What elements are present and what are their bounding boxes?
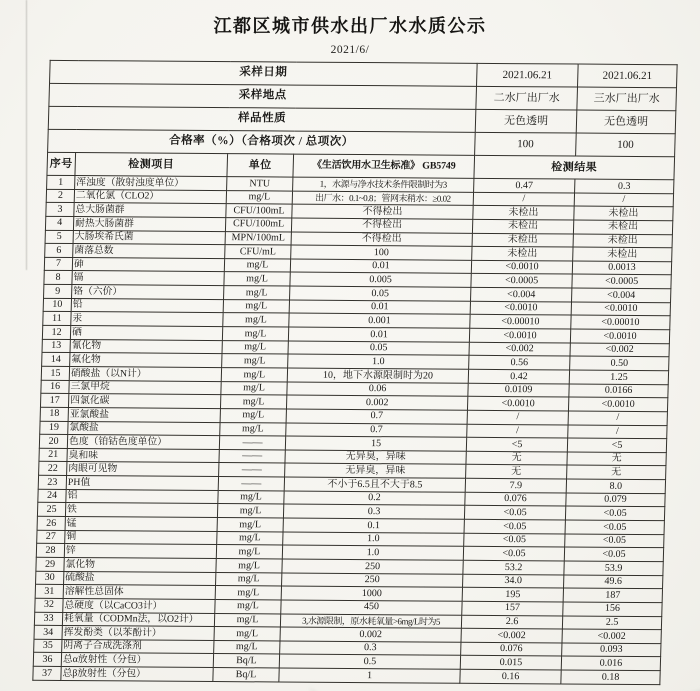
cell-item: 汞 [71, 312, 223, 327]
cell-result-plant3: 无 [567, 452, 666, 466]
cell-result-plant3: <5 [567, 438, 666, 452]
col-header-index: 序号 [47, 152, 76, 175]
cell-index: 26 [37, 516, 65, 530]
cell-index: 24 [38, 489, 66, 503]
cell-result-plant3: / [568, 411, 667, 425]
cell-result-plant2: / [467, 424, 568, 438]
cell-index: 7 [44, 257, 72, 271]
cell-unit: mg/L [216, 572, 282, 586]
cell-item: 臭和味 [67, 448, 219, 463]
cell-item: 铝 [66, 489, 218, 504]
cell-standard: 0.7 [286, 423, 467, 438]
cell-index: 27 [37, 530, 65, 544]
cell-standard: 0.005 [290, 273, 471, 288]
cell-result-plant3: 1.25 [569, 370, 668, 384]
cell-result-plant2: <0.0010 [469, 328, 570, 342]
cell-result-plant3: 未检出 [573, 247, 672, 261]
cell-item: 铁 [65, 503, 217, 518]
cell-index: 22 [39, 462, 67, 476]
cell-standard: 1.0 [282, 545, 463, 560]
cell-result-plant3: <0.0005 [572, 275, 671, 289]
cell-item: 氯酸盐 [68, 421, 220, 436]
cell-unit: mg/L [223, 299, 289, 313]
cell-result-plant2: 无 [466, 451, 567, 465]
cell-unit: NTU [227, 177, 293, 191]
cell-result-plant2: 无 [466, 465, 567, 479]
cell-index: 8 [44, 271, 72, 285]
cell-unit: mg/L [221, 368, 287, 382]
meta-value-plant3: 三水厂出厂水 [577, 87, 677, 111]
cell-item: 大肠埃希氏菌 [73, 230, 225, 245]
cell-item: 氯化物 [64, 557, 216, 572]
cell-standard: 0.06 [287, 382, 468, 397]
cell-unit: mg/L [222, 340, 288, 354]
cell-item: 总大肠菌群 [74, 203, 226, 218]
col-header-unit: 单位 [227, 154, 294, 177]
col-header-standard: 《生活饮用水卫生标准》 GB5749 [293, 154, 475, 178]
cell-index: 17 [40, 394, 68, 408]
cell-standard: 0.05 [288, 341, 469, 356]
meta-value-plant3: 无色透明 [576, 110, 676, 134]
cell-standard: 15 [285, 436, 466, 451]
cell-item: 硝酸盐（以N计） [69, 366, 221, 381]
cell-unit: mg/L [226, 190, 292, 204]
cell-result-plant2: 0.42 [468, 369, 569, 383]
cell-result-plant2: 未检出 [472, 219, 573, 233]
water-quality-table-wrapper [32, 60, 676, 685]
cell-result-plant2: <0.0010 [467, 397, 568, 411]
meta-label: 样品性质 [48, 106, 476, 132]
cell-result-plant2: 34.0 [463, 574, 564, 588]
cell-result-plant3: 0.0013 [572, 261, 671, 275]
cell-result-plant3: / [568, 425, 667, 439]
cell-result-plant2: 0.16 [460, 669, 561, 683]
cell-index: 33 [34, 612, 62, 626]
cell-result-plant3: 49.6 [564, 575, 663, 589]
cell-item: 阴离子合成洗涤剂 [62, 639, 214, 654]
meta-value-plant3: 100 [576, 133, 676, 157]
cell-standard: 不得检出 [292, 204, 473, 219]
cell-result-plant3: 未检出 [573, 220, 672, 234]
cell-unit: mg/L [215, 599, 281, 613]
meta-value-plant2: 无色透明 [475, 109, 577, 133]
meta-label: 合格率（%）（合格项次 / 总项次） [48, 129, 476, 155]
cell-standard: 10，地下水源限制时为20 [287, 368, 468, 383]
cell-item: PH值 [66, 476, 218, 491]
cell-unit: mg/L [221, 381, 287, 395]
cell-index: 20 [39, 434, 67, 448]
cell-result-plant2: 0.015 [460, 656, 561, 670]
cell-standard: 0.3 [280, 641, 461, 656]
cell-unit: —— [218, 477, 284, 491]
results-body [33, 175, 674, 684]
cell-result-plant3: <0.00010 [571, 315, 670, 329]
cell-item: 氰化物 [70, 339, 222, 354]
cell-result-plant3: 156 [563, 602, 662, 616]
meta-label: 采样日期 [50, 60, 478, 86]
cell-standard: 0.2 [284, 491, 465, 506]
cell-standard: 0.5 [279, 654, 460, 669]
cell-item: 硫酸盐 [64, 571, 216, 586]
cell-item: 肉眼可见物 [67, 462, 219, 477]
cell-unit: mg/L [217, 504, 283, 518]
cell-unit: Bq/L [213, 668, 279, 682]
cell-item: 总β放射性（分包） [61, 667, 213, 682]
cell-result-plant3: 8.0 [566, 479, 665, 493]
col-header-item: 检测项目 [75, 153, 228, 177]
cell-item: 砷 [72, 257, 224, 272]
cell-result-plant2: 0.47 [474, 178, 575, 192]
cell-unit: mg/L [214, 640, 280, 654]
cell-index: 36 [33, 653, 61, 667]
cell-standard: 1，水源与净水技术条件限制时为3 [293, 177, 474, 192]
cell-index: 31 [35, 584, 63, 598]
cell-item: 锰 [65, 517, 217, 532]
cell-item: 亚氯酸盐 [68, 407, 220, 422]
cell-result-plant2: <0.0010 [470, 301, 571, 315]
cell-standard: 250 [282, 559, 463, 574]
cell-result-plant3: 2.5 [562, 615, 661, 629]
cell-standard: 250 [282, 573, 463, 588]
cell-standard: 3,水源限制，原水耗氧量>6mg/L时为5 [280, 613, 461, 628]
cell-result-plant2: 0.56 [469, 356, 570, 370]
cell-result-plant3: <0.0010 [570, 329, 669, 343]
cell-standard: 0.01 [290, 259, 471, 274]
cell-item: 总α放射性（分包） [61, 653, 213, 668]
cell-result-plant2: 157 [462, 601, 563, 615]
cell-index: 19 [40, 421, 68, 435]
cell-result-plant2: 0.076 [461, 642, 562, 656]
cell-standard: 0.7 [286, 409, 467, 424]
cell-unit: mg/L [224, 272, 290, 286]
cell-item: 三氯甲烷 [69, 380, 221, 395]
cell-unit: Bq/L [213, 654, 279, 668]
cell-standard: 0.01 [288, 327, 469, 342]
cell-unit: mg/L [224, 258, 290, 272]
page-title: 江都区城市供水出厂水水质公示 [213, 16, 487, 36]
cell-result-plant2: <0.002 [469, 342, 570, 356]
cell-standard: 0.3 [283, 504, 464, 519]
cell-item: 镉 [72, 271, 224, 286]
cell-standard: 出厂水：0.1~0.8；管网末稍水：≥0.02 [292, 191, 473, 206]
col-header-result: 检测结果 [474, 155, 675, 179]
cell-item: 二氧化氯（CLO2） [74, 189, 226, 204]
cell-item: 溶解性总固体 [63, 585, 215, 600]
cell-unit: mg/L [224, 286, 290, 300]
cell-unit: CFU/mL [225, 245, 291, 259]
cell-standard: 无异臭，异味 [285, 450, 466, 465]
cell-result-plant2: 未检出 [473, 206, 574, 220]
cell-result-plant2: <0.004 [471, 287, 572, 301]
cell-unit: —— [219, 449, 285, 463]
cell-unit: mg/L [216, 545, 282, 559]
cell-index: 4 [45, 216, 73, 230]
cell-result-plant3: 未检出 [573, 234, 672, 248]
cell-item: 耗氧量（CODMn法，以O2计） [62, 612, 214, 627]
cell-result-plant2: / [473, 192, 574, 206]
cell-index: 1 [47, 175, 75, 189]
cell-index: 10 [43, 298, 71, 312]
scan-edge-artifact [26, 0, 27, 270]
cell-result-plant2: <0.05 [464, 519, 565, 533]
cell-result-plant2: 未检出 [472, 233, 573, 247]
cell-index: 6 [45, 244, 73, 258]
cell-item: 锌 [64, 544, 216, 559]
cell-unit: mg/L [216, 558, 282, 572]
cell-item: 铅 [71, 298, 223, 313]
cell-unit: —— [219, 463, 285, 477]
cell-item: 铜 [65, 530, 217, 545]
cell-standard: 0.1 [283, 518, 464, 533]
cell-index: 15 [41, 366, 69, 380]
cell-item: 挥发酚类（以苯酚计） [62, 626, 214, 641]
cell-standard: 0.05 [290, 286, 471, 301]
cell-result-plant2: <5 [466, 437, 567, 451]
cell-result-plant3: 未检出 [574, 206, 673, 220]
cell-result-plant3: 53.9 [564, 561, 663, 575]
cell-result-plant3: <0.0010 [568, 397, 667, 411]
cell-item: 菌落总数 [73, 244, 225, 259]
cell-result-plant2: 2.6 [461, 615, 562, 629]
cell-result-plant3: 187 [563, 588, 662, 602]
cell-unit: mg/L [214, 627, 280, 641]
cell-result-plant3: 0.3 [575, 179, 674, 193]
cell-result-plant2: 未检出 [472, 247, 573, 261]
cell-item: 四氯化碳 [68, 394, 220, 409]
cell-unit: mg/L [215, 586, 281, 600]
cell-unit: mg/L [222, 327, 288, 341]
cell-result-plant2: 7.9 [465, 478, 566, 492]
report-month: 2021/6/ [330, 44, 370, 56]
cell-result-plant2: <0.05 [464, 506, 565, 520]
meta-value-plant3: 2021.06.21 [578, 64, 678, 88]
cell-result-plant3: 0.016 [561, 656, 660, 670]
cell-result-plant2: <0.00010 [470, 315, 571, 329]
cell-result-plant3: 0.093 [562, 643, 661, 657]
cell-unit: mg/L [217, 518, 283, 532]
meta-section [47, 60, 677, 179]
cell-result-plant3: 无 [567, 465, 666, 479]
cell-standard: 0.002 [280, 627, 461, 642]
cell-result-plant3: / [574, 193, 673, 207]
cell-standard: 不小于6.5且不大于8.5 [284, 477, 465, 492]
cell-index: 18 [40, 407, 68, 421]
cell-standard: 不得检出 [291, 218, 472, 233]
cell-result-plant3: <0.002 [570, 343, 669, 357]
cell-index: 5 [45, 230, 73, 244]
cell-index: 9 [44, 284, 72, 298]
cell-unit: mg/L [214, 613, 280, 627]
cell-standard: 0.002 [286, 395, 467, 410]
cell-unit: mg/L [222, 354, 288, 368]
cell-unit: mg/L [218, 490, 284, 504]
cell-index: 29 [36, 557, 64, 571]
cell-unit: CFU/100mL [226, 204, 292, 218]
cell-standard: 1.0 [288, 354, 469, 369]
cell-result-plant3: <0.05 [565, 506, 664, 520]
cell-index: 16 [41, 380, 69, 394]
cell-index: 11 [43, 312, 71, 326]
cell-result-plant2: 195 [462, 587, 563, 601]
cell-result-plant2: 53.2 [463, 560, 564, 574]
cell-item: 硒 [70, 326, 222, 341]
cell-item: 总硬度（以CaCO3计） [63, 598, 215, 613]
cell-item: 色度（铂钴色度单位） [67, 435, 219, 450]
cell-result-plant2: <0.05 [464, 533, 565, 547]
cell-result-plant2: <0.002 [461, 628, 562, 642]
cell-result-plant3: <0.05 [564, 547, 663, 561]
cell-index: 13 [42, 339, 70, 353]
cell-standard: 1.0 [283, 532, 464, 547]
cell-standard: 1 [279, 668, 460, 683]
cell-index: 30 [36, 571, 64, 585]
cell-result-plant2: 0.0109 [468, 383, 569, 397]
cell-result-plant3: 0.18 [561, 670, 660, 684]
cell-unit: MPN/100mL [225, 231, 291, 245]
meta-value-plant2: 100 [475, 132, 577, 156]
cell-unit: mg/L [220, 395, 286, 409]
cell-item: 铬（六价） [72, 285, 224, 300]
cell-index: 25 [37, 503, 65, 517]
cell-result-plant2: <0.0005 [471, 274, 572, 288]
cell-index: 34 [34, 625, 62, 639]
cell-result-plant3: 0.079 [566, 493, 665, 507]
cell-index: 14 [42, 353, 70, 367]
cell-standard: 1000 [281, 586, 462, 601]
cell-standard: 不得检出 [291, 232, 472, 247]
cell-result-plant2: <0.05 [463, 547, 564, 561]
cell-result-plant2: / [467, 410, 568, 424]
cell-result-plant3: <0.05 [565, 520, 664, 534]
cell-index: 21 [39, 448, 67, 462]
meta-value-plant2: 2021.06.21 [477, 63, 579, 87]
cell-standard: 0.001 [289, 313, 470, 328]
cell-result-plant3: <0.05 [565, 534, 664, 548]
cell-standard: 100 [291, 245, 472, 260]
cell-unit: CFU/100mL [225, 218, 291, 232]
cell-index: 2 [46, 189, 74, 203]
cell-standard: 无异臭，异味 [285, 463, 466, 478]
cell-unit: —— [219, 436, 285, 450]
cell-result-plant3: <0.004 [572, 288, 671, 302]
cell-index: 23 [38, 475, 66, 489]
cell-index: 32 [35, 598, 63, 612]
cell-unit: mg/L [217, 531, 283, 545]
cell-index: 35 [34, 639, 62, 653]
cell-result-plant2: <0.0010 [471, 260, 572, 274]
cell-result-plant3: <0.002 [562, 629, 661, 643]
cell-item: 耐热大肠菌群 [73, 216, 225, 231]
meta-label: 采样地点 [49, 83, 477, 109]
cell-unit: mg/L [223, 313, 289, 327]
cell-unit: mg/L [220, 408, 286, 422]
cell-index: 28 [36, 544, 64, 558]
water-quality-table [32, 60, 677, 685]
cell-index: 37 [33, 666, 61, 680]
cell-result-plant2: 0.076 [465, 492, 566, 506]
cell-unit: mg/L [220, 422, 286, 436]
meta-value-plant2: 二水厂出厂水 [476, 86, 578, 110]
cell-standard: 450 [281, 600, 462, 615]
cell-index: 12 [42, 325, 70, 339]
cell-result-plant3: <0.0010 [571, 302, 670, 316]
cell-standard: 0.01 [289, 300, 470, 315]
cell-index: 3 [46, 203, 74, 217]
cell-result-plant3: 0.0166 [569, 384, 668, 398]
cell-result-plant3: 0.50 [570, 356, 669, 370]
cell-item: 氟化物 [70, 353, 222, 368]
cell-item: 浑浊度（散射浊度单位） [75, 176, 227, 191]
